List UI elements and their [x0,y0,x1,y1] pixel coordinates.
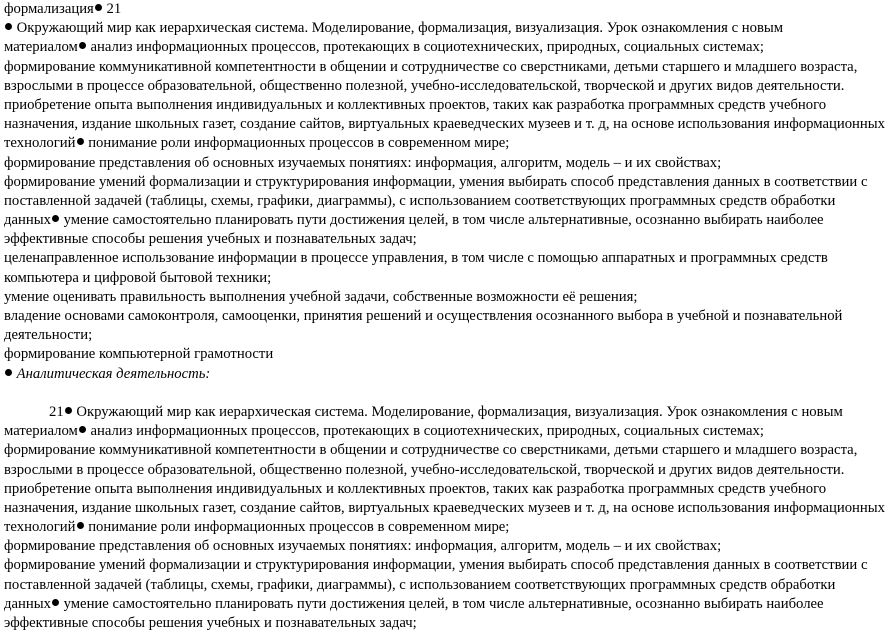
text-line [4,345,812,364]
text-line [4,556,868,575]
text-run: формирование представления об основных изучаемых понятиях: информация, алгоритм, модель – и их свойствах; [4,154,722,171]
text-line [4,0,812,19]
bullet-icon [65,407,72,414]
text-line [4,269,812,288]
text-run: понимание роли информационных процессов в современном мире; [84,135,510,152]
text-line [4,288,812,307]
text-line [4,307,843,326]
text-run: формирование умений формализации и структурирования информации, умения выбирать способ представления данных в соответствии с [4,557,868,574]
text-run: взрослыми в процессе образовательной, общественно полезной, учебно-исследовательской, творческой и других видов деятельности. [4,77,845,94]
text-run: формирование компьютерной грамотности [4,346,274,363]
text-run: материалом [4,39,78,56]
bullet-icon [79,42,86,49]
text-line [4,595,824,614]
text-run: формирование представления об основных изучаемых понятиях: информация, алгоритм, модель – и их свойствах; [4,538,722,555]
text-run: умение оценивать правильность выполнения учебной задачи, собственные возможности её решения; [4,288,638,305]
text-line [4,38,812,57]
text-line [4,365,812,384]
text-run: приобретение опыта выполнения индивидуальных и коллективных проектов, таких как разработка программных средств учебного [4,96,827,113]
section-spacer [4,384,812,403]
document-section-1 [4,0,885,384]
text-run: Окружающий мир как иерархическая система. Моделирование, формализация, визуализация. Урок ознакомления с новым [13,20,784,37]
text-run: данных [4,595,51,612]
bullet-icon [95,4,102,11]
text-line [4,230,812,249]
text-run: приобретение опыта выполнения индивидуальных и коллективных проектов, таких как разработка программных средств учебного [4,480,827,497]
text-run: владение основами самоконтроля, самооценки, принятия решений и осуществления осознанного выбора в учебной и познавательной [4,308,843,324]
text-run: умение самостоятельно планировать пути достижения целей, в том числе альтернативные, осознанно выбирать наиболее [59,595,824,612]
text-line [4,115,885,134]
text-line [4,614,812,633]
text-line [4,77,845,96]
bullet-icon [77,138,84,145]
text-run: взрослыми в процессе образовательной, общественно полезной, учебно-исследовательской, творческой и других видов деятельности. [4,461,845,478]
text-run: эффективные способы решения учебных и познавательных задач; [4,615,417,631]
text-run: назначения, издание школьных газет, создание сайтов, виртуальных краеведческих музеев и т. д, на основе использования информационных [4,499,885,516]
bullet-icon [5,369,12,376]
text-line [4,403,843,422]
text-line [4,441,858,460]
text-line [4,537,812,556]
text-line [4,211,824,230]
text-line [4,154,812,173]
text-line [4,58,858,77]
text-run: технологий [4,135,76,152]
text-run: поставленной задачей (таблицы, схемы, графики, диаграммы), с использованием соответствующих программных средств обработки [4,576,836,593]
text-run: целенаправленное использование информации в процессе управления, в том числе с помощью аппаратных и программных средств [4,250,828,267]
text-run: Окружающий мир как иерархическая система. Моделирование, формализация, визуализация. Урок ознакомления с новым [72,403,843,420]
text-run: эффективные способы решения учебных и познавательных задач; [4,231,417,248]
text-line [4,422,812,441]
text-run: данных [4,212,51,229]
text-line [4,19,812,38]
text-line [4,326,812,345]
text-run: анализ информационных процессов, протекающих в социотехнических, природных, социальных системах; [86,39,764,56]
text-line [4,192,836,211]
text-run: деятельности; [4,327,93,344]
text-run: 21 [102,1,122,17]
text-line [4,499,885,518]
text-line [4,249,828,268]
document-section-2 [4,403,885,633]
document-page [4,0,885,631]
bullet-icon [79,426,86,433]
text-run: Аналитическая деятельность: [13,365,211,382]
text-run: компьютера и цифровой бытовой техники; [4,269,272,286]
text-line [4,576,836,595]
text-run: материалом [4,423,78,440]
text-line [4,173,868,192]
text-run: формирование коммуникативной компетентности в общении и сотрудничестве со сверстниками, детьми старшего и младшего возраста, [4,58,858,75]
text-line [4,134,812,153]
text-run: умение самостоятельно планировать пути достижения целей, в том числе альтернативные, осознанно выбирать наиболее [59,212,824,229]
bullet-icon [52,215,59,222]
text-run: 21 [49,403,64,420]
text-run: формализация [4,1,94,17]
text-line [4,480,827,499]
text-line [4,518,812,537]
text-run: формирование коммуникативной компетентности в общении и сотрудничестве со сверстниками, детьми старшего и младшего возраста, [4,442,858,459]
text-run: формирование умений формализации и структурирования информации, умения выбирать способ представления данных в соответствии с [4,173,868,190]
text-run: анализ информационных процессов, протекающих в социотехнических, природных, социальных системах; [86,423,764,440]
text-run: технологий [4,519,76,536]
text-run: назначения, издание школьных газет, создание сайтов, виртуальных краеведческих музеев и т. д, на основе использования информационных [4,116,885,133]
bullet-icon [77,522,84,529]
bullet-icon [52,599,59,606]
text-run: понимание роли информационных процессов в современном мире; [84,519,510,536]
bullet-icon [5,23,12,30]
text-line [4,96,827,115]
text-line [4,461,845,480]
text-run: поставленной задачей (таблицы, схемы, графики, диаграммы), с использованием соответствующих программных средств обработки [4,192,836,209]
